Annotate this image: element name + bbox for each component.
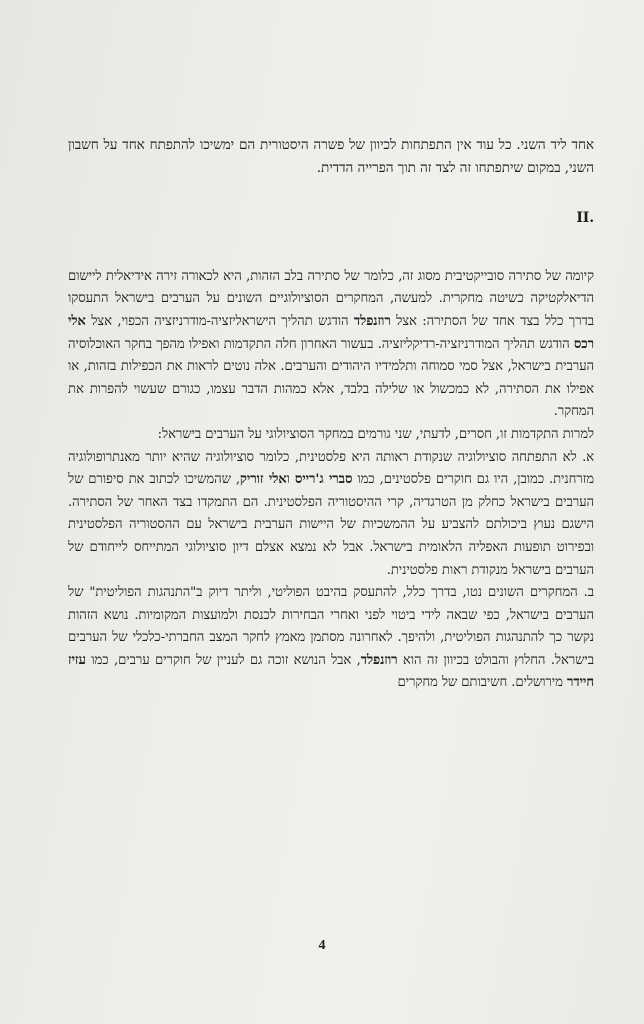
page-text-body bbox=[68, 134, 594, 695]
paragraph-3-part-b: ו bbox=[286, 472, 295, 488]
opening-paragraph bbox=[68, 134, 594, 179]
paragraph-1-part-c: הודגש תהליך המודרניזציה-רדיקליזציה. בעשור האחרון חלה התקדמות ואפילו מהפך בחקר האוכלוסיה הערבית בישראל, אצל סמי סמוחה ותלמידיו היהודים והערבים. אלה נוטים לראות את הכפילות בזהות, או אפילו את הסתירה, לא כמכשול או שלילה בלבד, אלא כמהות הדבר עצמו, כגורם שעשוי להפרות את המחקר. bbox=[68, 336, 594, 420]
paragraph-3 bbox=[68, 447, 594, 583]
author-name-rosenfeld: רוזנפלד bbox=[353, 313, 391, 329]
author-name-eli-zureik: אלי זוריק bbox=[239, 472, 287, 488]
paragraph-1-part-b: הודגש תהליך הישראליזציה-מודרניזציה הכפוי, אצל bbox=[85, 313, 354, 329]
page-number: 4 bbox=[318, 938, 326, 953]
paragraph-1 bbox=[68, 266, 594, 424]
paragraph-4-part-c: מירושלים. חשיבותם של מחקרים bbox=[397, 675, 567, 691]
author-name-eli-rekhess: אלי רכס bbox=[68, 313, 594, 352]
paragraph-3-part-c: , שהמשיכו לכתוב את סיפורם של הערבים בישראל כחלק מן הטרגדיה, קרי ההיסטוריה הפלסטינית. הם התמקדו בצד האחר של הסתירה. הישגם נעוץ ביכולתם להצביע על ההמשכיות של היישות הערבית בישראל עם ההסטוריה הפלסטינית ובפירוט תופעות האפליה הלאומית בישראל. אבל לא נמצא אצלם דיון סוציולוגי המתייחס לייחודם של הערבים בישראל מנקודת ראות פלסטינית. bbox=[68, 472, 594, 578]
section-heading bbox=[68, 207, 594, 230]
author-name-rosenfeld-2: רוזנפלד bbox=[360, 652, 398, 668]
paragraph-4-part-a: ב. המחקרים השונים נטו, בדרך כלל, להתעסק בהיבט הפוליטי, וליתר דיוק ב"התנהגות הפוליטית" של הערבים בישראל, כפי שבאה לידי ביטוי לפני ואחרי הבחירות לכנסת ולמועצות המקומיות. נושא הזהות נקשר כך להתנהגות הפוליטית, ולהיפך. לאחרונה מסתמן מאמץ לחקר המצב החברתי-כלכלי של הערבים בישראל. החלוץ והבולט בכיוון זה הוא bbox=[68, 585, 594, 668]
paragraph-4 bbox=[68, 582, 594, 695]
paragraph-3-part-a: א. לא התפתחה סוציולוגיה שנקודת ראותה היא פלסטינית, כלומר סוציולוגיה שהיא יותר מאנתרופולוגיה מזרחנית. כמובן, היו גם חוקרים פלסטינים, כמו bbox=[68, 449, 594, 488]
author-name-sabri-jiryis: סברי ג'רייס bbox=[294, 472, 353, 488]
paragraph-2-text: למרות התקדמות זו, חסרים, לדעתי, שני גורמים במחקר הסוציולוגי על הערבים בישראל: bbox=[157, 426, 594, 442]
paragraph-4-part-b: , אבל הנושא זוכה גם לעניין של חוקרים ערבים, כמו bbox=[85, 652, 361, 668]
opening-paragraph-text: אחד ליד השני. כל עוד אין התפתחות לכיוון של פשרה היסטורית הם ימשיכו להתפתח אחד על חשבון השני, במקום שיתפתחו זה לצד זה תוך הפרייה הדדית. bbox=[68, 137, 594, 176]
author-name-aziz-haidar: עזיז חיידר bbox=[68, 652, 594, 691]
paragraph-2 bbox=[68, 424, 594, 447]
section-heading-text: II. bbox=[576, 210, 594, 227]
paragraph-1-part-a: קיומה של סתירה סובייקטיבית מסוג זה, כלומר של סתירה בלב הזהות, היא לכאורה זירה אידיאלית ליישום הדיאלקטיקה כשיטה מחקרית. למעשה, המחקרים הסוציולוגיים השונים על הערבים בישראל התעסקו בדרך כלל בצד אחד של הסתירה: אצל bbox=[68, 268, 594, 329]
